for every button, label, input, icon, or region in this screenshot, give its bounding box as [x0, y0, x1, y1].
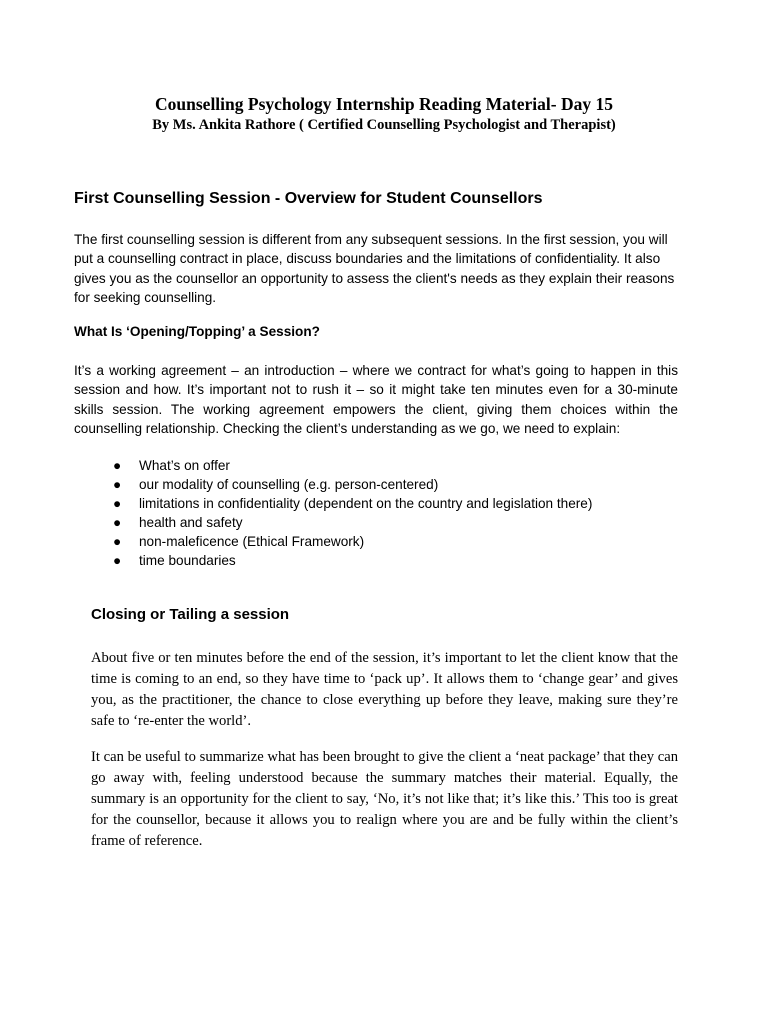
bullet-icon: ● — [113, 458, 122, 473]
document-title: Counselling Psychology Internship Reading Material- Day 15 — [155, 94, 613, 114]
list-item-text: time boundaries — [139, 553, 236, 569]
subheading-opening-session: What Is ‘Opening/Topping’ a Session? — [74, 324, 320, 339]
closing-paragraph-2: It can be useful to summarize what has been brought to give the client a ‘neat package’ that they can go away with, feeling understood because the summary matches their material. Equally, the summary is an opportunity for the client to say, ‘No, it’s not like that; it’s like this.’ This too is great for the counsellor, because it allows you to realign where you are and be fully within the client’s frame of reference. — [91, 749, 678, 849]
bullet-icon: ● — [113, 534, 122, 550]
bullet-icon: ● — [113, 515, 122, 531]
list-item-text: What’s on offer — [139, 458, 230, 473]
list-item — [110, 494, 592, 513]
section-heading-first-session: First Counselling Session - Overview for Student Counsellors — [74, 190, 543, 207]
closing-paragraph-1: About five or ten minutes before the end of the session, it’s important to let the client know that the time is coming to an end, so they have time to ‘pack up’. It allows them to ‘change gear’ and gives you, as the practitioner, the chance to close everything up before they leave, making sure they’re safe to ‘re-enter the world’. — [91, 650, 678, 729]
list-item-text: non-maleficence (Ethical Framework) — [139, 534, 365, 550]
document-author-line: By Ms. Ankita Rathore ( Certified Counselling Psychologist and Therapist) — [152, 117, 616, 133]
bullet-icon: ● — [113, 477, 122, 493]
bullet-icon: ● — [113, 496, 122, 512]
list-item — [110, 551, 592, 570]
list-item-text: our modality of counselling (e.g. person-centered) — [139, 477, 439, 493]
list-item — [110, 513, 592, 532]
bullet-icon: ● — [113, 553, 122, 569]
opening-paragraph: It’s a working agreement – an introduction – where we contract for what’s going to happen in this session and how. It’s important not to rush it – so it might take ten minutes even for a 30-minute skills session. The working agreement empowers the client, giving them choices within the counselling relationship. Checking the client’s understanding as we go, we need to explain: — [74, 363, 678, 437]
list-item — [110, 532, 592, 551]
list-item — [110, 456, 592, 475]
subheading-closing-session: Closing or Tailing a session — [91, 606, 290, 623]
explain-list — [110, 456, 592, 571]
intro-paragraph: The first counselling session is different from any subsequent sessions. In the first session, you will put a counselling contract in place, discuss boundaries and the limitations of confidentiality. It also gives you as the counsellor an opportunity to assess the client's needs as they explain their reasons for seeking counselling. — [74, 232, 675, 306]
list-item — [110, 475, 592, 494]
list-item-text: limitations in confidentiality (dependent on the country and legislation there) — [139, 496, 593, 512]
list-item-text: health and safety — [139, 515, 243, 531]
